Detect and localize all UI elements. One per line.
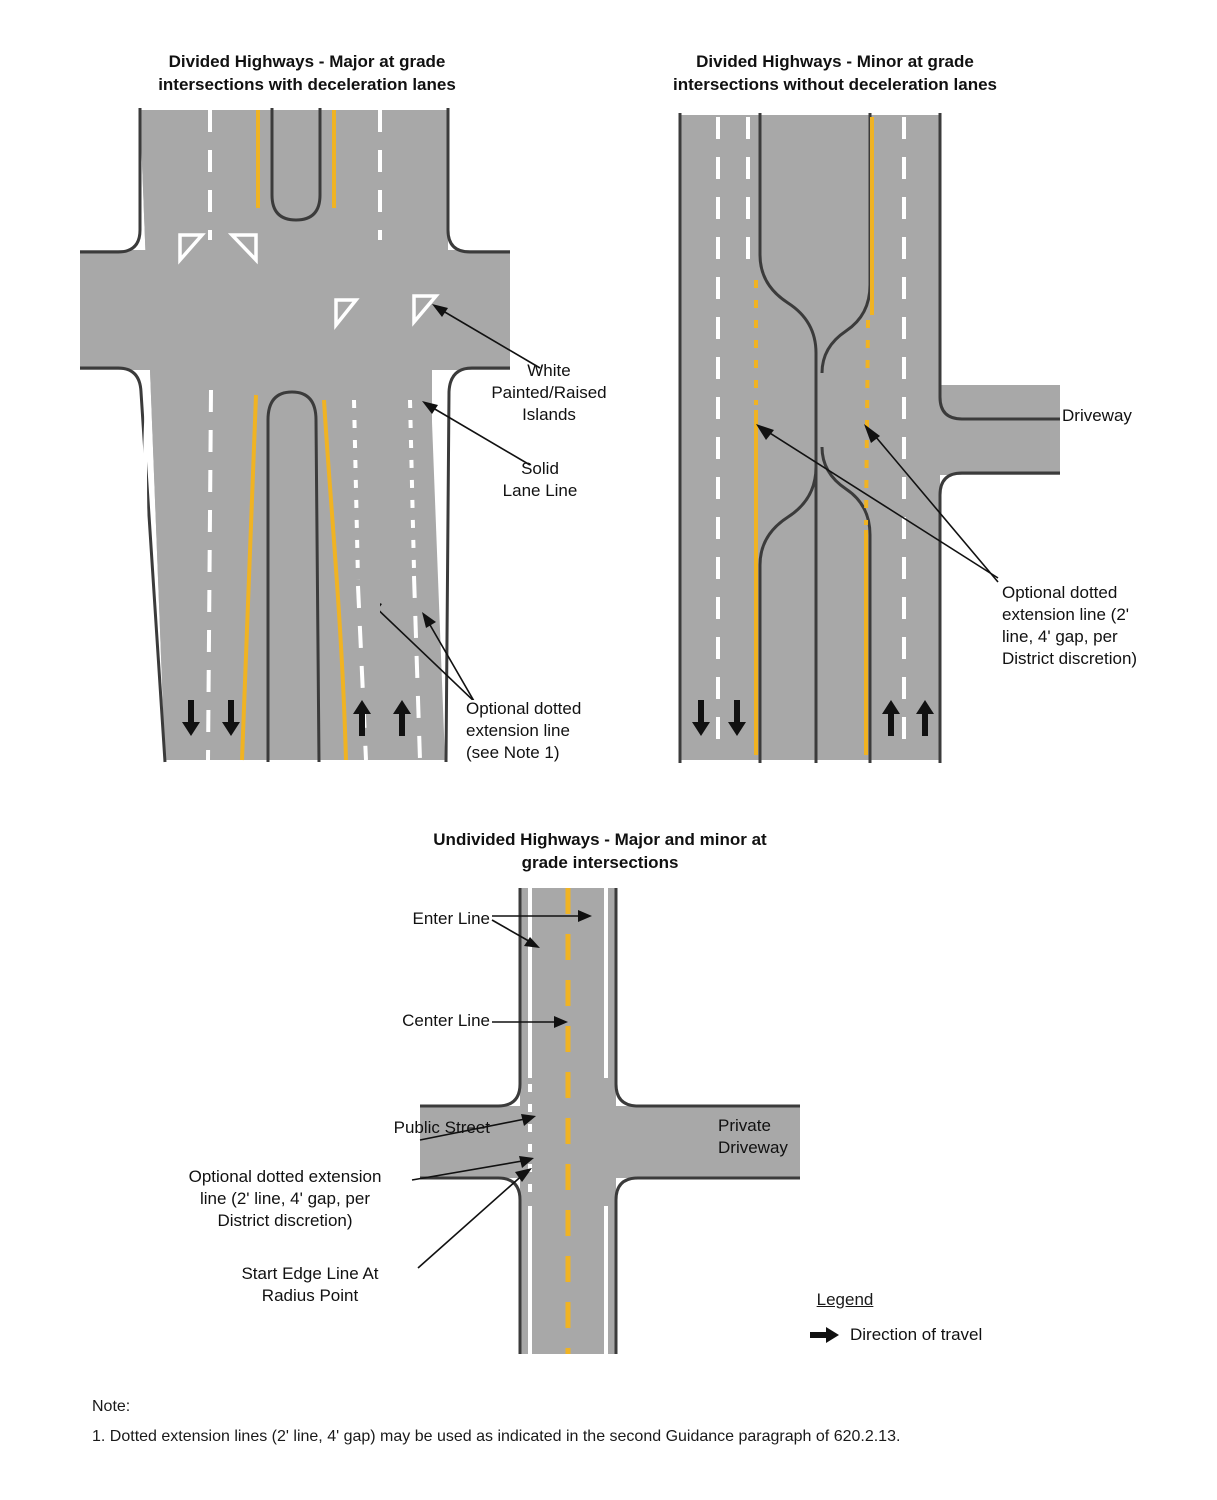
white-islands-line1: White	[527, 361, 571, 380]
legend	[810, 1290, 1070, 1346]
label-white-painted-islands	[474, 360, 624, 426]
panel-minor-divided-title	[600, 50, 1070, 96]
legend-item-direction-of-travel	[810, 1324, 1070, 1346]
label-optional-dotted-panel1	[466, 698, 666, 764]
start-edge-line-line1: Start Edge Line At	[241, 1264, 379, 1283]
label-optional-dotted-panel2	[1002, 582, 1212, 670]
white-islands-line2: Painted/Raised	[491, 383, 607, 402]
panel-major-divided-title	[72, 50, 542, 96]
panel2-leaders	[740, 410, 1020, 610]
public-street-text: Public Street	[393, 1118, 490, 1137]
panel-undivided-title-line2: grade intersections	[521, 853, 679, 872]
panel-major-divided-title-line1: Divided Highways - Major at grade	[168, 52, 446, 71]
legend-title: Legend	[816, 1290, 874, 1309]
optional-dotted-p2-line1: Optional dotted	[1002, 583, 1118, 602]
label-enter-line	[300, 908, 490, 930]
label-private-driveway	[718, 1115, 898, 1159]
label-center-line	[300, 1010, 490, 1032]
optional-dotted-p1-line3: (see Note 1)	[466, 743, 560, 762]
label-solid-lane-line	[470, 458, 610, 502]
optional-dotted-p1-line1: Optional dotted	[466, 699, 582, 718]
direction-of-travel-icon	[810, 1326, 840, 1344]
optional-dotted-p3-line2: line (2' line, 4' gap, per	[200, 1189, 370, 1208]
panel-major-divided-title-line2: intersections with deceleration lanes	[158, 75, 456, 94]
optional-dotted-p1-line2: extension line	[466, 721, 570, 740]
enter-line-text: Enter Line	[412, 909, 490, 928]
notes-heading: Note:	[92, 1398, 131, 1415]
optional-dotted-p2-line4: District discretion)	[1002, 649, 1138, 668]
panel3-leaders	[400, 880, 820, 1300]
optional-dotted-p2-line3: line, 4' gap, per	[1002, 627, 1118, 646]
start-edge-line-line2: Radius Point	[261, 1286, 359, 1305]
label-start-edge-line	[210, 1263, 410, 1307]
panel-undivided-title	[360, 828, 840, 874]
notes-note-1: 1. Dotted extension lines (2' line, 4' gap) may be used as indicated in the second Guidance paragraph of 620.2.13.	[92, 1428, 901, 1445]
optional-dotted-p2-line2: extension line (2'	[1002, 605, 1130, 624]
label-public-street	[240, 1117, 490, 1139]
panel-minor-divided-title-line1: Divided Highways - Minor at grade	[696, 52, 974, 71]
label-driveway-panel2	[1062, 405, 1202, 427]
panel-undivided-title-line1: Undivided Highways - Major and minor at	[433, 830, 767, 849]
center-line-text: Center Line	[402, 1011, 490, 1030]
legend-direction-of-travel-label: Direction of travel	[850, 1325, 983, 1344]
white-islands-line3: Islands	[522, 405, 576, 424]
private-driveway-line2: Driveway	[718, 1138, 788, 1157]
private-driveway-line1: Private	[718, 1116, 771, 1135]
solid-lane-line-line1: Solid	[521, 459, 559, 478]
panel-minor-divided-title-line2: intersections without deceleration lanes	[672, 75, 998, 94]
solid-lane-line-line2: Lane Line	[502, 481, 578, 500]
driveway-label-text: Driveway	[1062, 406, 1132, 425]
label-optional-dotted-panel3	[160, 1166, 410, 1232]
optional-dotted-p3-line1: Optional dotted extension	[188, 1167, 382, 1186]
optional-dotted-p3-line3: District discretion)	[217, 1211, 353, 1230]
